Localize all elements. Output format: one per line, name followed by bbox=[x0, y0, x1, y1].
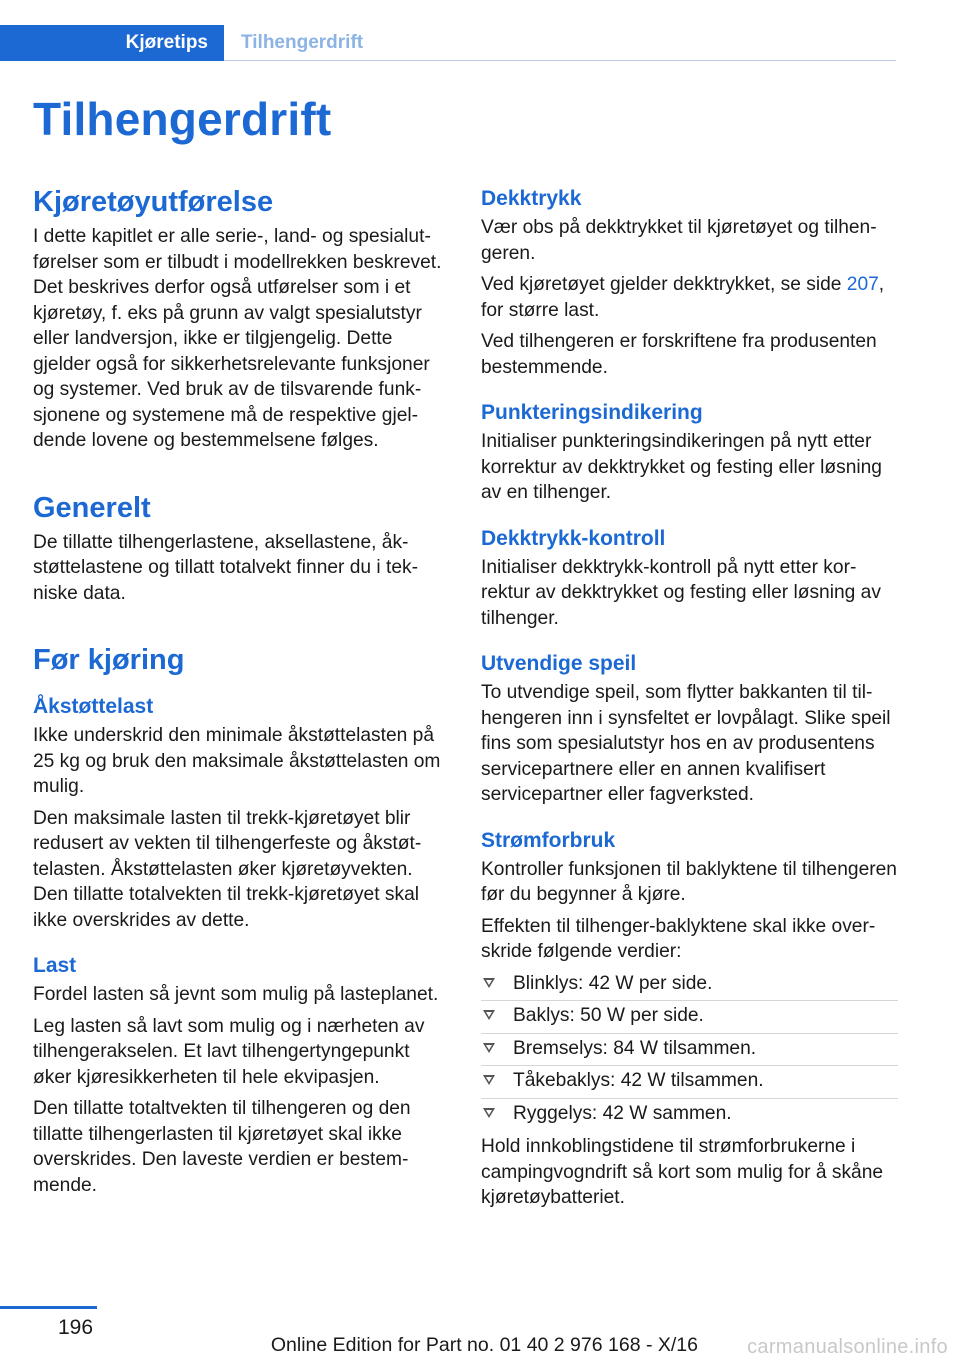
paragraph bbox=[481, 272, 898, 323]
paragraph: Den maksimale lasten til trekk-kjøretøyet blir redusert av vekten til tilhengerfeste og åkstøttelasten. Åkstøttelasten øker kjøretøyvekten. Den tillatte totalvekten til trekk-kjøretøyet skal ikke overskrides av dette. bbox=[33, 807, 422, 931]
list-item bbox=[481, 1003, 898, 1034]
subsection-title-exterior-mirrors: Utvendige speil bbox=[481, 652, 637, 675]
paragraph: Effekten til tilhenger-baklyktene skal ikke overskride følgende verdier: bbox=[481, 915, 876, 962]
list-item bbox=[481, 1068, 898, 1099]
section-title-general: Generelt bbox=[33, 491, 151, 524]
triangle-bullet-icon bbox=[483, 1075, 495, 1085]
subsection-title-tire-pressure-monitor: Dekktrykk-kontroll bbox=[481, 526, 666, 550]
paragraph: Leg lasten så lavt som mulig og i nærheten av tilhengerakselen. Et lavt tilhengertyngepunkt øker kjøresikkerheten til hele ekvipasjen. bbox=[33, 1015, 425, 1088]
paragraph: Ikke underskrid den minimale åkstøttelasten på 25 kg og bruk den maksimale åkstøttelasten om mulig. bbox=[33, 725, 441, 797]
list-item-text: Bremselys: 84 W tilsammen. bbox=[513, 1037, 757, 1059]
subsection-title-flat-tire-monitor: Punkteringsindikering bbox=[481, 401, 703, 424]
list-item bbox=[481, 971, 898, 1002]
paragraph: Kontroller funksjonen til baklyktene til tilhengeren før du begynner å kjøre. bbox=[481, 858, 897, 905]
paragraph: To utvendige speil, som flytter bakkanten til tilhengeren inn i synsfeltet er lovpålagt. Slike speil fins som spesialutstyr hos en av produsentens servicepartnere eller en annen kvalifisert servicepartner eller fagverksted. bbox=[481, 682, 891, 805]
subsection-title-power-consumption: Strømforbruk bbox=[481, 828, 616, 852]
list-item-text: Baklys: 50 W per side. bbox=[513, 1005, 704, 1026]
header-tab-inactive[interactable]: Tilhengerdrift bbox=[241, 32, 364, 53]
subsection-title-tongue-load: Åkstøttelast bbox=[33, 695, 154, 718]
paragraph: Hold innkoblingstidene til strømforbrukerne i campingvogndrift så kort som mulig for å skåne kjøretøybatteriet. bbox=[481, 1136, 884, 1208]
list-item bbox=[481, 1101, 898, 1131]
text: Ved kjøretøyet gjelder dekktrykket, se side bbox=[481, 274, 847, 295]
triangle-bullet-icon bbox=[483, 1010, 495, 1020]
subsection-title-tire-pressure: Dekktrykk bbox=[481, 187, 582, 210]
triangle-bullet-icon bbox=[483, 978, 495, 988]
edition-note: Online Edition for Part no. 01 40 2 976 168 - X/16 bbox=[270, 1334, 698, 1356]
paragraph: Initialiser punkteringsindikeringen på nytt etter korrektur av dekktrykket og festing eller løsning av en tilhenger. bbox=[481, 431, 882, 503]
subsection-title-load: Last bbox=[33, 954, 77, 977]
triangle-bullet-icon bbox=[483, 1043, 495, 1053]
section-title-before-driving: Før kjøring bbox=[33, 644, 185, 676]
paragraph: Vær obs på dekktrykket til kjøretøyet og tilhengeren. bbox=[481, 217, 877, 264]
list-item-text: Tåkebaklys: 42 W tilsammen. bbox=[513, 1070, 764, 1091]
watermark: carmanualsonline.info bbox=[747, 1336, 948, 1358]
paragraph: Initialiser dekktrykk-kontroll på nytt etter korrektur av dekktrykket og festing eller løsning av tilhenger. bbox=[481, 556, 881, 629]
paragraph: De tillatte tilhengerlastene, aksellastene, åkstøttelastene og tillatt totalvekt finner du i tekniske data. bbox=[33, 531, 419, 604]
section-title-vehicle-version: Kjøretøyutførelse bbox=[33, 186, 274, 218]
left-column bbox=[33, 184, 448, 1204]
page-number: 196 bbox=[58, 1316, 94, 1339]
footer-accent-line bbox=[0, 1306, 97, 1309]
page-title: Tilhengerdrift bbox=[33, 93, 332, 145]
paragraph: Den tillatte totaltvekten til tilhengeren og den tillatte tilhengerlasten til kjøretøyet skal ikke overskrides. Den laveste verdien er bestemmende. bbox=[33, 1098, 411, 1196]
list-item bbox=[481, 1036, 898, 1067]
right-column bbox=[481, 184, 898, 1217]
paragraph: Fordel lasten så jevnt som mulig på lasteplanet. bbox=[33, 984, 439, 1005]
triangle-bullet-icon bbox=[483, 1108, 495, 1118]
list-item-text: Ryggelys: 42 W sammen. bbox=[513, 1102, 732, 1124]
paragraph: I dette kapitlet er alle serie-, land- og spesialutførelser som er tilbudt i modellrekken beskrevet. Det beskrives derfor også utførelser som i et kjøretøy, f. eks på grunn av valgt spesialutstyr eller landversjon, ikke er tilgjengelig. Dette gjelder også for sikkerhetsrelevante funksjoner og systemer. Ved bruk av de tilsvarende funksjonene og systemene må de respektive gjeldende lovene og bestemmelsene følges. bbox=[33, 226, 442, 451]
text: , for større last. bbox=[481, 274, 885, 321]
header-divider bbox=[224, 60, 896, 61]
page-link[interactable]: 207 bbox=[846, 274, 879, 295]
lamp-wattage-list bbox=[481, 971, 898, 1131]
header-tab-active[interactable]: Kjøretips bbox=[125, 32, 208, 53]
paragraph: Ved tilhengeren er forskriftene fra produsenten bestemmende. bbox=[481, 331, 877, 378]
list-item-text: Blinklys: 42 W per side. bbox=[513, 972, 713, 994]
